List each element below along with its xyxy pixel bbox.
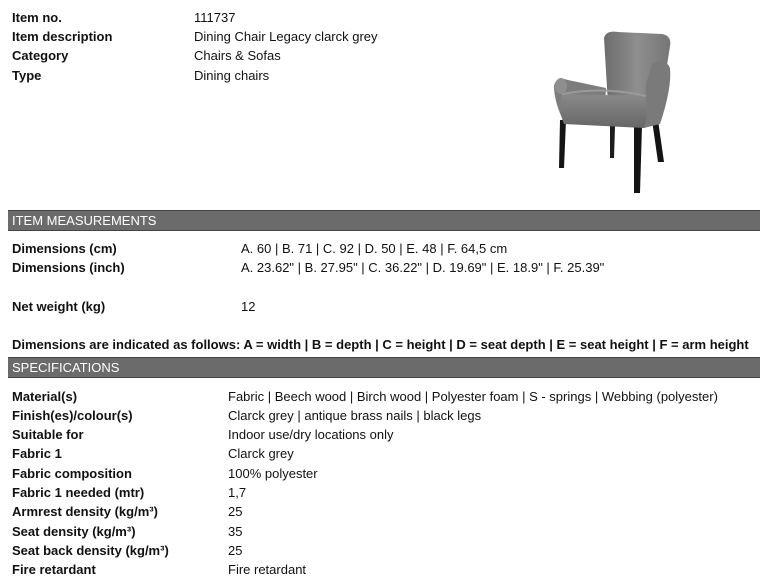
spec-label: Fabric 1 [12,446,62,461]
chair-seat [560,94,647,128]
net-weight-label: Net weight (kg) [12,299,106,314]
item-description-value: Dining Chair Legacy clarck grey [194,29,378,44]
chair-leg-back-left [610,126,615,158]
spec-label: Seat back density (kg/m³) [12,543,169,558]
item-measurements-header [8,210,760,231]
item-measurements-title: ITEM MEASUREMENTS [12,213,157,228]
chair-leg-front-right [634,126,642,193]
spec-value: Fabric | Beech wood | Birch wood | Polyester foam | S - springs | Webbing (polyester) [228,389,718,404]
spec-value: 25 [228,543,243,558]
item-no-label: Item no. [12,10,62,25]
spec-value: Clarck grey [228,446,294,461]
spec-label: Fabric 1 needed (mtr) [12,485,145,500]
spec-label: Fabric composition [12,466,132,481]
spec-value: 25 [228,504,243,519]
item-description-label: Item description [12,29,113,44]
type-value: Dining chairs [194,68,270,83]
specifications-title: SPECIFICATIONS [12,360,120,375]
dimensions-legend-note: Dimensions are indicated as follows: A = width | B = depth | C = height | D = seat depth | E = seat height | F = arm height [12,337,749,352]
spec-value: 35 [228,524,243,539]
dimensions-cm-label: Dimensions (cm) [12,241,117,256]
spec-value: Clarck grey | antique brass nails | black legs [228,408,482,423]
spec-value: 100% polyester [228,466,318,481]
chair-arm-scroll [555,78,567,94]
spec-label: Fire retardant [12,562,96,577]
spec-label: Armrest density (kg/m³) [12,504,158,519]
spec-value: Fire retardant [228,562,307,577]
dimensions-inch-label: Dimensions (inch) [12,260,125,275]
spec-value: 1,7 [228,485,247,500]
dimensions-cm-value: A. 60 | B. 71 | C. 92 | D. 50 | E. 48 | F. 64,5 cm [241,241,508,256]
spec-label: Seat density (kg/m³) [12,524,136,539]
chair-leg-back-right [652,120,664,162]
chair-leg-front-left [559,120,566,168]
category-value: Chairs & Sofas [194,48,281,63]
dimensions-inch-value: A. 23.62" | B. 27.95" | C. 36.22" | D. 19.69" | E. 18.9" | F. 25.39" [241,260,605,275]
specifications-header [8,357,760,378]
spec-label: Material(s) [12,389,78,404]
spec-value: Indoor use/dry locations only [228,427,394,442]
dining-chair-image [548,28,678,196]
category-label: Category [12,48,69,63]
spec-label: Finish(es)/colour(s) [12,408,133,423]
spec-label: Suitable for [12,427,84,442]
net-weight-value: 12 [241,299,256,314]
item-no-value: 111737 [194,10,236,25]
type-label: Type [12,68,42,83]
chair-svg [548,28,678,196]
